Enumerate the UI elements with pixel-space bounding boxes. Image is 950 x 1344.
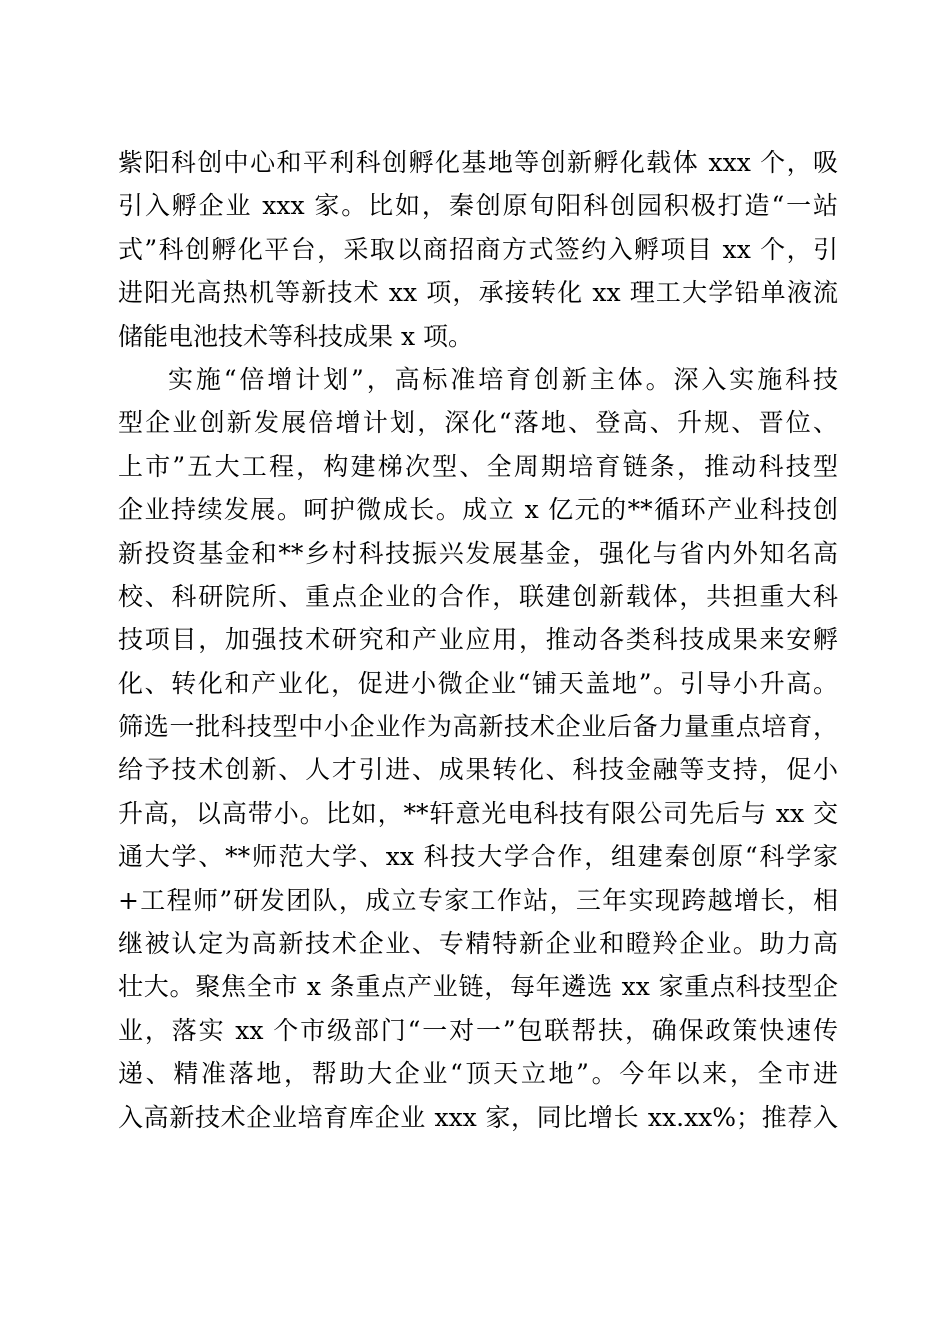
text-line: 继被认定为高新技术企业、专精特新企业和瞪羚企业。助力高 — [118, 929, 838, 959]
text-line: 升高，以高带小。比如，**轩意光电科技有限公司先后与 xx 交 — [118, 798, 838, 828]
text-line: 式”科创孵化平台，采取以商招商方式签约入孵项目 xx 个，引 — [118, 234, 838, 264]
text-line: 紫阳科创中心和平利科创孵化基地等创新孵化载体 xxx 个，吸 — [118, 148, 838, 177]
text-line: 化、转化和产业化，促进小微企业“铺天盖地”。引导小升高。 — [118, 668, 838, 698]
text-line: 进阳光高热机等新技术 xx 项，承接转化 xx 理工大学铅单液流 — [118, 278, 838, 308]
text-line: 引入孵企业 xxx 家。比如，秦创原旬阳科创园积极打造“一站 — [118, 191, 838, 221]
text-line: 校、科研院所、重点企业的合作，联建创新载体，共担重大科 — [118, 581, 838, 611]
text-line: 上市”五大工程，构建梯次型、全周期培育链条，推动科技型 — [118, 451, 838, 481]
text-line: 型企业创新发展倍增计划，深化“落地、登高、升规、晋位、 — [118, 408, 838, 438]
text-line: 企业持续发展。呵护微成长。成立 x 亿元的**循环产业科技创 — [118, 495, 838, 525]
text-line: 技项目，加强技术研究和产业应用，推动各类科技成果来安孵 — [118, 625, 838, 655]
paragraph-1 — [118, 141, 838, 358]
text-line: +工程师”研发团队，成立专家工作站，三年实现跨越增长，相 — [118, 885, 838, 915]
text-line: 壮大。聚焦全市 x 条重点产业链，每年遴选 xx 家重点科技型企 — [118, 972, 838, 1002]
text-line: 新投资基金和**乡村科技振兴发展基金，强化与省内外知名高 — [118, 538, 838, 568]
text-line: 筛选一批科技型中小企业作为高新技术企业后备力量重点培育， — [118, 712, 838, 742]
text-line: 给予技术创新、人才引进、成果转化、科技金融等支持，促小 — [118, 755, 838, 785]
paragraph-2 — [118, 358, 838, 1139]
text-line: 储能电池技术等科技成果 x 项。 — [118, 321, 473, 351]
text-line: 通大学、**师范大学、xx 科技大学合作，组建秦创原“科学家 — [118, 842, 838, 872]
text-line: 实施“倍增计划”，高标准培育创新主体。深入实施科技 — [168, 364, 838, 394]
text-line: 入高新技术企业培育库企业 xxx 家，同比增长 xx.xx%；推荐入 — [118, 1102, 838, 1132]
body-text — [118, 141, 838, 1139]
text-line: 递、精准落地，帮助大企业“顶天立地”。今年以来，全市进 — [118, 1059, 838, 1089]
text-line: 业，落实 xx 个市级部门“一对一”包联帮扶，确保政策快速传 — [118, 1015, 838, 1045]
